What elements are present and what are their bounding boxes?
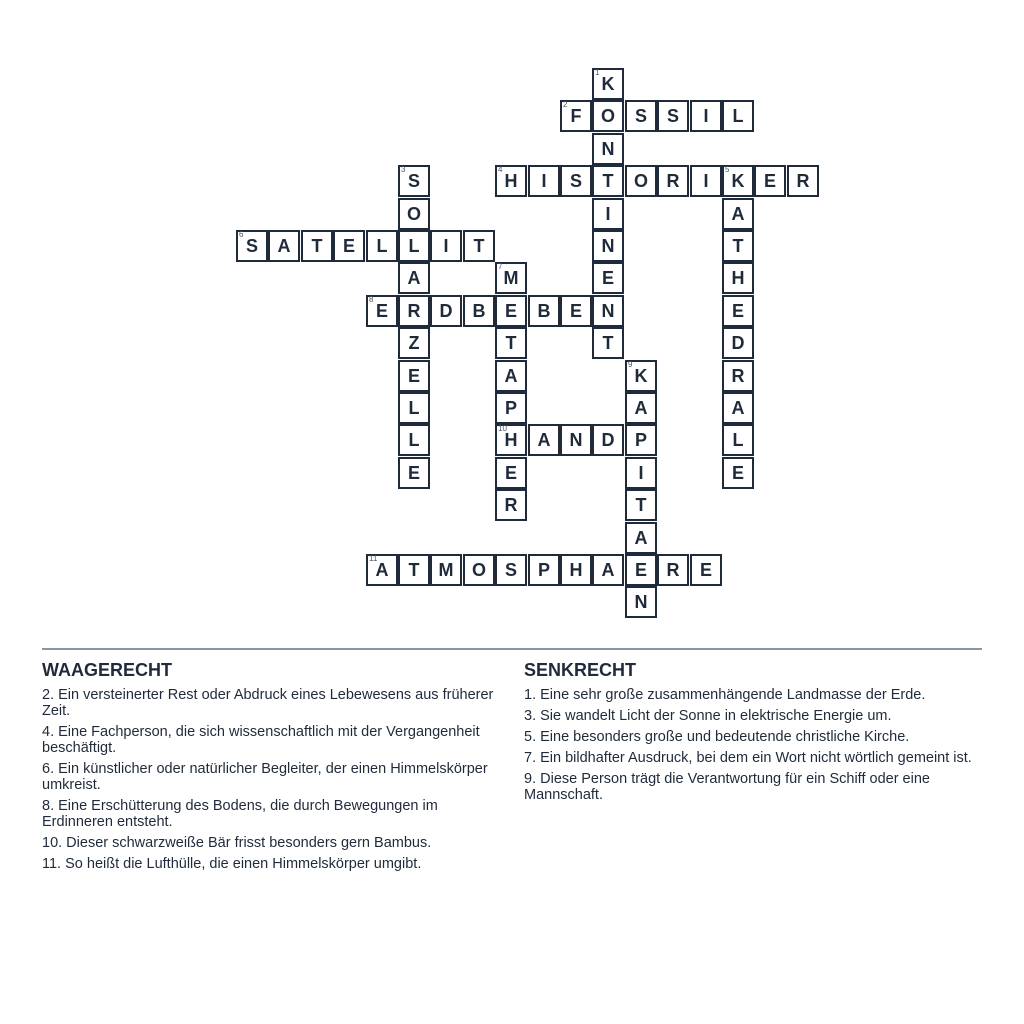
grid-cell[interactable]	[592, 424, 624, 456]
cell-letter: B	[537, 300, 551, 321]
grid-cell[interactable]	[495, 262, 527, 294]
cell-letter: O	[406, 203, 421, 224]
grid-cell[interactable]	[722, 262, 754, 294]
cell-letter: L	[732, 105, 744, 126]
clue-number: 6	[239, 230, 244, 239]
grid-cell[interactable]	[592, 133, 624, 165]
grid-cell[interactable]	[722, 360, 754, 392]
grid-cell[interactable]	[528, 295, 560, 327]
cell-letter: E	[407, 365, 420, 386]
cell-letter: Z	[408, 332, 420, 353]
across-clue-10: 10. Dieser schwarzweiße Bär frisst besonders gern Bambus.	[42, 835, 432, 851]
grid-cell[interactable]	[625, 100, 657, 132]
cell-letter: N	[601, 235, 615, 256]
grid-cell[interactable]	[625, 424, 657, 456]
grid-cell[interactable]	[722, 392, 754, 424]
clue-number: 8	[369, 295, 374, 304]
cell-letter: B	[472, 300, 486, 321]
cell-letter: E	[569, 300, 582, 321]
grid-cell[interactable]	[463, 230, 495, 262]
grid-cell[interactable]	[625, 165, 657, 197]
grid-cell[interactable]	[625, 392, 657, 424]
grid-cell[interactable]	[592, 68, 624, 100]
grid-cell[interactable]	[430, 554, 462, 586]
cell-letter: O	[600, 105, 615, 126]
cell-letter: H	[731, 267, 745, 288]
cell-letter: T	[473, 235, 485, 256]
grid-cell[interactable]	[592, 230, 624, 262]
grid-cell[interactable]	[592, 327, 624, 359]
cell-letter: I	[605, 203, 611, 224]
clue-number: 2	[563, 100, 568, 109]
grid-cell[interactable]	[463, 295, 495, 327]
clue-number: 11	[369, 554, 378, 563]
cell-letter: A	[731, 397, 745, 418]
across-clue-6: 6. Ein künstlicher oder natürlicher Begleiter, der einen Himmelskörper umkreist.	[42, 761, 488, 793]
grid-cell[interactable]	[592, 198, 624, 230]
cell-letter: S	[407, 170, 420, 191]
grid-cell[interactable]	[430, 295, 462, 327]
cell-letter: R	[731, 365, 745, 386]
clue-number: 10	[498, 424, 507, 433]
grid-cell[interactable]	[398, 424, 430, 456]
grid-cell[interactable]	[398, 554, 430, 586]
cell-letter: S	[504, 559, 517, 580]
cell-letter: E	[699, 559, 712, 580]
grid-cell[interactable]	[560, 165, 592, 197]
grid-cell[interactable]	[236, 230, 268, 262]
divider	[42, 648, 982, 650]
cell-letter: E	[601, 267, 614, 288]
cell-letter: S	[569, 170, 582, 191]
clue-number: 4	[498, 165, 503, 174]
cell-letter: E	[731, 300, 744, 321]
grid-cell[interactable]	[657, 165, 689, 197]
grid-cell[interactable]	[625, 522, 657, 554]
grid-cell[interactable]	[398, 360, 430, 392]
cell-letter: I	[703, 170, 709, 191]
cell-letter: A	[601, 559, 615, 580]
down-clue-5: 5. Eine besonders große und bedeutende christliche Kirche.	[524, 729, 910, 745]
cell-letter: T	[505, 332, 517, 353]
grid-cell[interactable]	[495, 327, 527, 359]
grid-cell[interactable]	[495, 424, 527, 456]
cell-letter: E	[407, 462, 420, 483]
grid-cell[interactable]	[560, 554, 592, 586]
grid-cell[interactable]	[495, 392, 527, 424]
grid-cell[interactable]	[625, 554, 657, 586]
cell-letter: E	[634, 559, 647, 580]
cell-letter: A	[277, 235, 291, 256]
cell-letter: I	[638, 462, 644, 483]
cell-letter: P	[537, 559, 550, 580]
cell-letter: T	[635, 494, 647, 515]
grid-cell[interactable]	[690, 100, 722, 132]
grid-cell[interactable]	[366, 295, 398, 327]
grid-cell[interactable]	[463, 554, 495, 586]
cell-letter: A	[407, 267, 421, 288]
cell-letter: T	[408, 559, 420, 580]
cell-letter: L	[408, 235, 420, 256]
cell-letter: E	[731, 462, 744, 483]
cell-letter: F	[570, 105, 582, 126]
grid-cell[interactable]	[625, 457, 657, 489]
grid-cell[interactable]	[690, 554, 722, 586]
cell-letter: N	[569, 429, 583, 450]
down-clue-3: 3. Sie wandelt Licht der Sonne in elektrische Energie um.	[524, 708, 892, 724]
across-clue-2: 2. Ein versteinerter Rest oder Abdruck eines Lebewesens aus früherer Zeit.	[42, 687, 494, 719]
cell-letter: R	[504, 494, 518, 515]
grid-cell[interactable]	[528, 165, 560, 197]
cell-letter: A	[375, 559, 389, 580]
grid-cell[interactable]	[495, 489, 527, 521]
grid-cell[interactable]	[722, 327, 754, 359]
grid-cell[interactable]	[495, 554, 527, 586]
cell-letter: T	[732, 235, 744, 256]
grid-cell[interactable]	[398, 165, 430, 197]
cell-letter: E	[342, 235, 355, 256]
grid-cell[interactable]	[722, 165, 754, 197]
grid-cell[interactable]	[722, 424, 754, 456]
grid-cell[interactable]	[625, 360, 657, 392]
cell-letter: O	[471, 559, 486, 580]
grid-cell[interactable]	[301, 230, 333, 262]
cell-letter: R	[796, 170, 810, 191]
grid-cell[interactable]	[495, 457, 527, 489]
cell-letter: E	[504, 462, 517, 483]
grid-cell[interactable]	[592, 100, 624, 132]
cell-letter: R	[407, 300, 421, 321]
cell-letter: K	[731, 170, 745, 191]
grid-cell[interactable]	[625, 489, 657, 521]
cell-letter: D	[439, 300, 453, 321]
cell-letter: A	[634, 397, 648, 418]
cell-letter: K	[634, 365, 648, 386]
grid-cell[interactable]	[398, 327, 430, 359]
across-clue-4: 4. Eine Fachperson, die sich wissenschaftlich mit der Vergangenheit beschäftigt.	[42, 724, 480, 756]
grid-cell[interactable]	[592, 554, 624, 586]
across-clue-8: 8. Eine Erschütterung des Bodens, die durch Bewegungen im Erdinneren entsteht.	[42, 798, 438, 830]
grid-cell[interactable]	[657, 554, 689, 586]
grid-cell[interactable]	[560, 295, 592, 327]
grid-cell[interactable]	[495, 360, 527, 392]
cell-letter: D	[731, 332, 745, 353]
clue-number: 7	[498, 262, 503, 271]
down-clue-7: 7. Ein bildhafter Ausdruck, bei dem ein Wort nicht wörtlich gemeint ist.	[524, 750, 972, 766]
cell-letter: L	[732, 429, 744, 450]
grid-cell[interactable]	[366, 554, 398, 586]
cell-letter: N	[634, 591, 648, 612]
cell-letter: H	[569, 559, 583, 580]
grid-cell[interactable]	[495, 165, 527, 197]
grid-cell[interactable]	[787, 165, 819, 197]
cell-letter: R	[666, 170, 680, 191]
cell-letter: E	[504, 300, 517, 321]
cell-letter: R	[666, 559, 680, 580]
grid-cell[interactable]	[398, 392, 430, 424]
down-clue-1: 1. Eine sehr große zusammenhängende Landmasse der Erde.	[524, 687, 926, 703]
cell-letter: T	[602, 170, 614, 191]
cell-letter: H	[504, 170, 518, 191]
cell-letter: S	[666, 105, 679, 126]
grid-cell[interactable]	[690, 165, 722, 197]
grid-cell[interactable]	[722, 198, 754, 230]
cell-letter: L	[376, 235, 388, 256]
cell-letter: L	[408, 397, 420, 418]
grid-cell[interactable]	[657, 100, 689, 132]
grid-cell[interactable]	[722, 100, 754, 132]
cell-letter: A	[731, 203, 745, 224]
across-clues	[42, 660, 502, 877]
grid-cell[interactable]	[398, 457, 430, 489]
across-clue-11: 11. So heißt die Lufthülle, die einen Himmelskörper umgibt.	[42, 856, 422, 872]
cell-letter: P	[504, 397, 517, 418]
grid-cell[interactable]	[333, 230, 365, 262]
cell-letter: A	[504, 365, 518, 386]
down-heading: SENKRECHT	[524, 660, 637, 680]
cell-letter: T	[311, 235, 323, 256]
cell-letter: T	[602, 332, 614, 353]
cell-letter: N	[601, 300, 615, 321]
cell-letter: L	[408, 429, 420, 450]
clue-number: 9	[628, 360, 633, 369]
grid-cell[interactable]	[430, 230, 462, 262]
grid-cell[interactable]	[722, 230, 754, 262]
clue-number: 1	[595, 68, 600, 77]
grid-cell[interactable]	[754, 165, 786, 197]
cell-letter: I	[541, 170, 547, 191]
grid-cell[interactable]	[625, 586, 657, 618]
grid-cell[interactable]	[398, 198, 430, 230]
cell-letter: D	[601, 429, 615, 450]
grid-cell[interactable]	[560, 100, 592, 132]
cell-letter: H	[504, 429, 518, 450]
cell-letter: M	[503, 267, 519, 288]
cell-letter: S	[245, 235, 258, 256]
cell-letter: A	[634, 527, 648, 548]
cell-letter: E	[375, 300, 388, 321]
cell-letter: N	[601, 138, 615, 159]
grid-cell[interactable]	[592, 295, 624, 327]
cell-letter: O	[633, 170, 648, 191]
grid-cell[interactable]	[268, 230, 300, 262]
down-clue-9: 9. Diese Person trägt die Verantwortung für ein Schiff oder eine Mannschaft.	[524, 771, 930, 803]
down-clues	[524, 660, 984, 808]
grid-cell[interactable]	[398, 295, 430, 327]
cell-letter: M	[438, 559, 454, 580]
grid-cell[interactable]	[722, 295, 754, 327]
grid-cell[interactable]	[495, 295, 527, 327]
cell-letter: P	[634, 429, 647, 450]
grid-cell[interactable]	[366, 230, 398, 262]
cell-letter: I	[443, 235, 449, 256]
grid-cell[interactable]	[592, 165, 624, 197]
cell-letter: S	[634, 105, 647, 126]
grid-cell[interactable]	[560, 424, 592, 456]
grid-cell[interactable]	[592, 262, 624, 294]
clue-number: 5	[725, 165, 730, 174]
grid-cell[interactable]	[722, 457, 754, 489]
grid-cell[interactable]	[528, 554, 560, 586]
cell-letter: A	[537, 429, 551, 450]
grid-cell[interactable]	[398, 230, 430, 262]
across-heading: WAAGERECHT	[42, 660, 172, 680]
clue-number: 3	[401, 165, 406, 174]
cell-letter: K	[601, 73, 615, 94]
cell-letter: E	[763, 170, 776, 191]
cell-letter: I	[703, 105, 709, 126]
grid-cell[interactable]	[398, 262, 430, 294]
grid-cell[interactable]	[528, 424, 560, 456]
